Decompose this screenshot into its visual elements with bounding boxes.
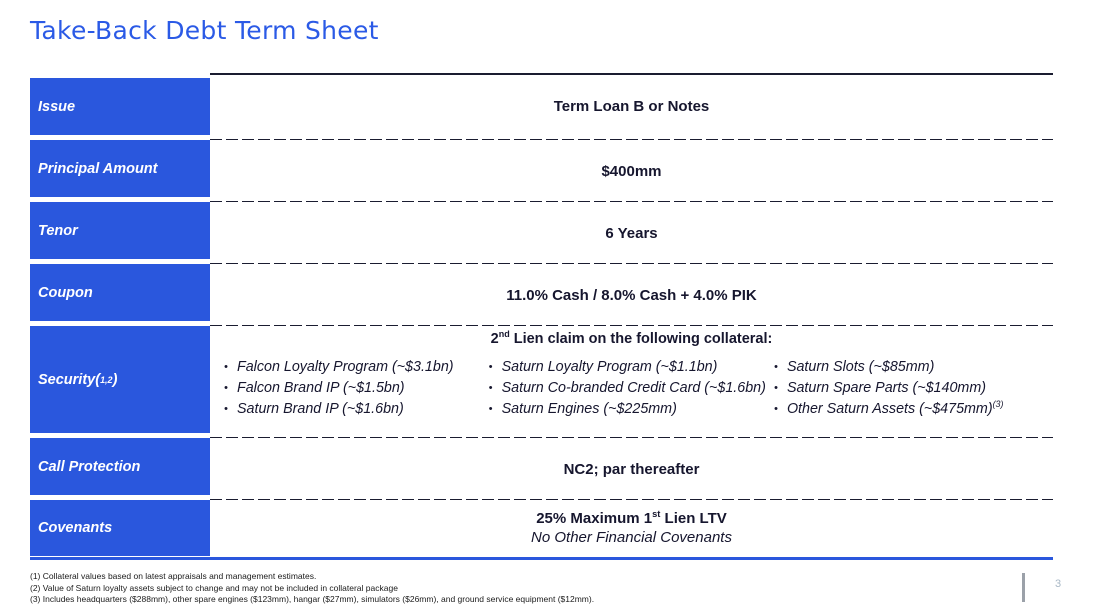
bullet-item: • Saturn Spare Parts (~$140mm) — [772, 378, 1049, 399]
footnote-marker: (3) — [992, 399, 1004, 410]
row-value-principal-amount — [210, 140, 1053, 202]
table-row-covenants — [30, 500, 1053, 556]
covenants-line-1 — [536, 509, 727, 528]
row-value-text: Term Loan B or Notes — [553, 98, 710, 115]
bullet-item — [772, 399, 1049, 420]
table-row-security — [30, 326, 1053, 438]
security-header-text: 2 — [490, 331, 499, 347]
covenants-line-2: No Other Financial Covenants — [531, 529, 732, 546]
row-value-issue — [210, 73, 1053, 140]
term-sheet-table — [30, 73, 1053, 560]
table-bottom-border — [30, 557, 1053, 560]
row-value-tenor — [210, 202, 1053, 264]
security-column-saturn-1 — [487, 357, 772, 420]
row-value-call-protection — [210, 438, 1053, 500]
table-row-principal-amount — [30, 140, 1053, 202]
bullet-item: • Saturn Brand IP (~$1.6bn) — [222, 399, 487, 420]
covenants-line1-rest: Lien LTV — [660, 510, 727, 527]
page-number: 3 — [1054, 578, 1062, 590]
table-row-coupon — [30, 264, 1053, 326]
page-divider-bar — [1022, 573, 1025, 602]
row-value-text: 11.0% Cash / 8.0% Cash + 4.0% PIK — [506, 286, 757, 304]
row-label-tenor: Tenor — [30, 202, 210, 259]
row-label-covenants: Covenants — [30, 500, 210, 556]
footnotes — [30, 571, 594, 606]
bullet-item: • Saturn Loyalty Program (~$1.1bn) — [487, 357, 772, 378]
row-value-text: NC2; par thereafter — [563, 460, 700, 478]
bullet-item-text: Other Saturn Assets (~$475mm) — [786, 401, 993, 417]
covenants-line1-superscript: st — [652, 509, 661, 519]
row-label-call-protection: Call Protection — [30, 438, 210, 495]
row-label-issue: Issue — [30, 78, 210, 135]
security-column-falcon — [222, 357, 487, 420]
table-row-tenor — [30, 202, 1053, 264]
row-value-text: $400mm — [601, 162, 662, 180]
row-label-security: Security( 1,2 ) — [30, 326, 210, 433]
covenants-line1-text: 25% Maximum 1 — [536, 510, 653, 527]
row-value-coupon — [210, 264, 1053, 326]
security-label-text: Security( — [38, 371, 101, 388]
security-collateral-columns — [210, 347, 1053, 438]
bullet-item: • Falcon Brand IP (~$1.5bn) — [222, 378, 487, 399]
bullet-item: • Saturn Slots (~$85mm) — [772, 357, 1049, 378]
security-header-superscript: nd — [498, 329, 510, 340]
row-value-security — [210, 326, 1053, 438]
table-row-call-protection — [30, 438, 1053, 500]
page-title: Take-Back Debt Term Sheet — [30, 16, 379, 45]
bullet-item: • Saturn Co-branded Credit Card (~$1.6bn) — [487, 378, 772, 399]
row-label-principal-amount: Principal Amount — [30, 140, 210, 197]
table-row-issue — [30, 73, 1053, 140]
security-header-rest: Lien claim on the following collateral: — [509, 331, 773, 347]
bullet-item: • Saturn Engines (~$225mm) — [487, 399, 772, 420]
security-collateral-header — [210, 331, 1053, 347]
security-label-close: ) — [112, 371, 118, 388]
security-column-saturn-2 — [772, 357, 1049, 420]
footnote-1: (1) Collateral values based on latest appraisals and management estimates. — [30, 571, 317, 581]
bullet-item: • Falcon Loyalty Program (~$3.1bn) — [222, 357, 487, 378]
row-value-text: 6 Years — [605, 224, 658, 242]
row-value-covenants — [210, 500, 1053, 556]
footnote-3: (3) Includes headquarters ($288mm), other spare engines ($123mm), hangar ($27mm), simulators ($26mm), and ground service equipment ($12mm). — [30, 594, 595, 604]
footnote-2: (2) Value of Saturn loyalty assets subject to change and may not be included in collateral package — [30, 582, 398, 593]
row-label-coupon: Coupon — [30, 264, 210, 321]
